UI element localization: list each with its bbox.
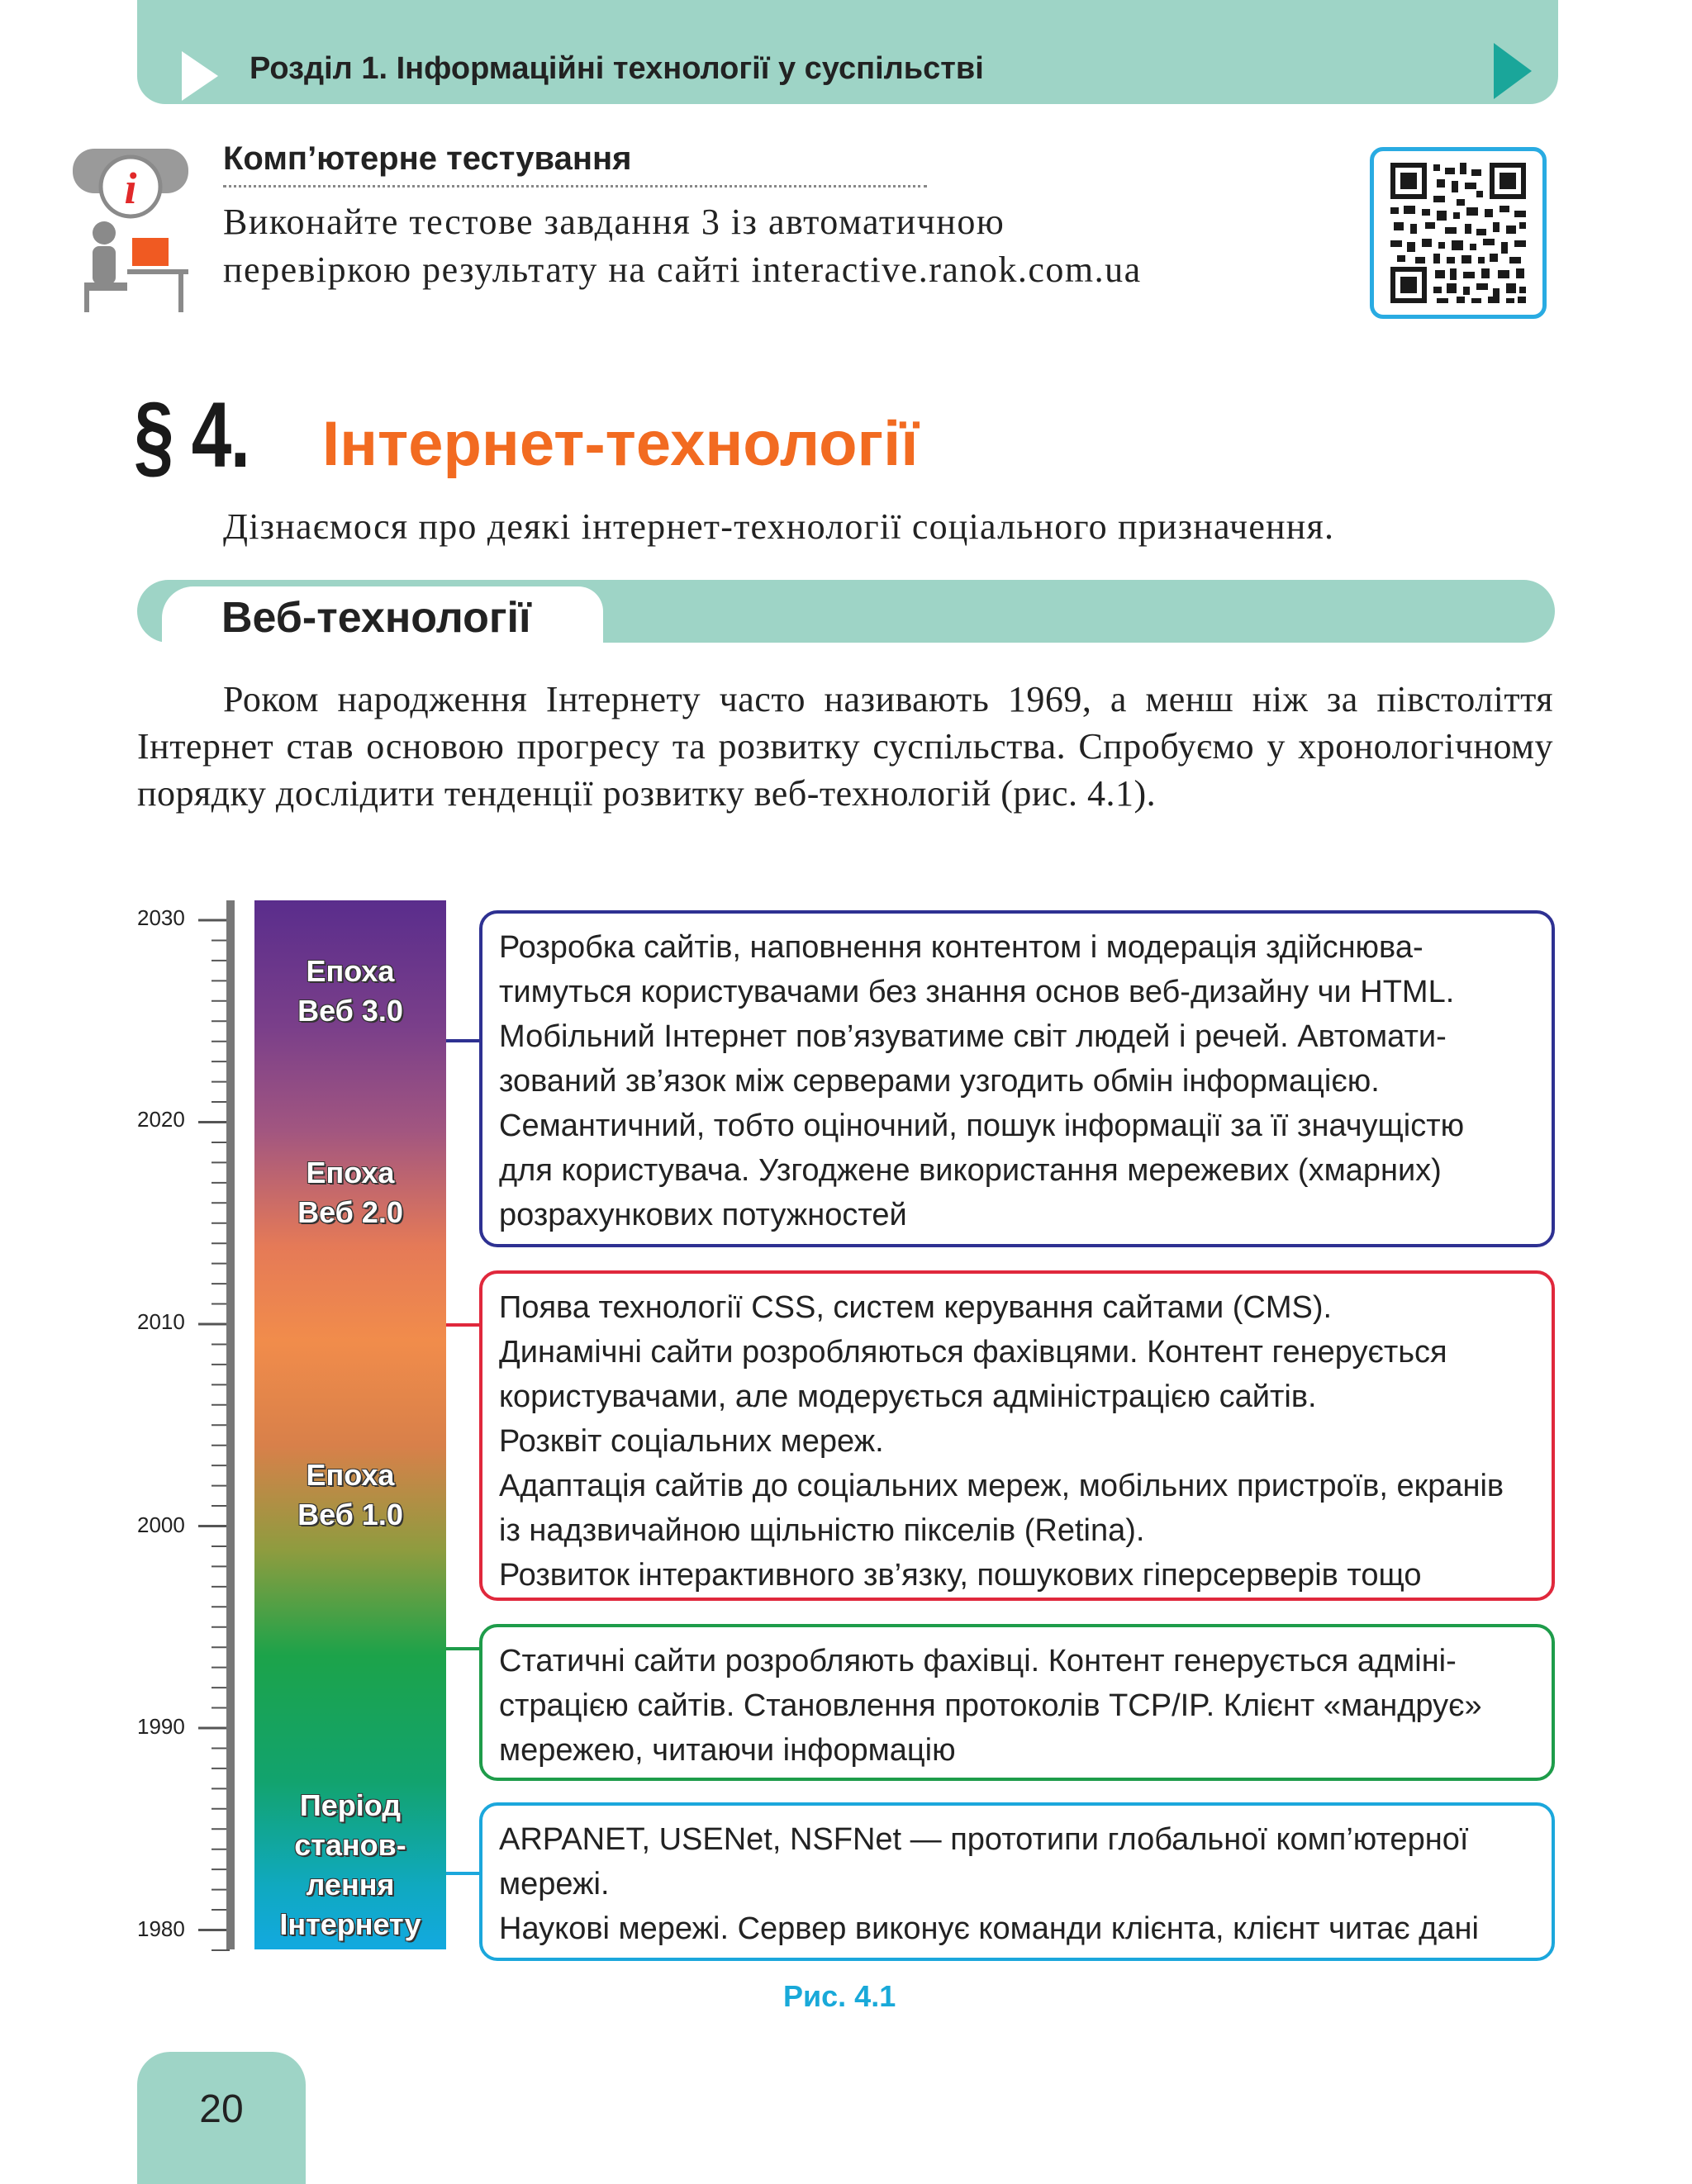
axis-spine — [226, 900, 235, 1949]
card-web1: Статичні сайти розробляють фахівці. Контент генерується адміні- страцією сайтів. Становлення протоколів TCP/IP. Клієнт «мандрує» мережею, читаючи інформацію — [479, 1624, 1555, 1781]
body-paragraph: Роком народження Інтернету часто називають 1969, а менш ніж за півстоліття Інтернет став основою прогресу та розвитку суспільства. Спробуємо у хронологічному порядку дослідити тенденції розвитку веб-технологій (рис. 4.1). — [137, 679, 1553, 814]
era-label-web2: Епоха Веб 2.0 — [297, 1156, 403, 1229]
info-text — [223, 198, 1330, 294]
section-number: § 4. — [134, 383, 250, 487]
info-text-line: Виконайте тестове завдання 3 із автоматичною — [223, 202, 1005, 242]
card-web3: Розробка сайтів, наповнення контентом і модерація здійснюва- тимуться користувачами без знання основ веб-дизайну чи HTML. Мобільний Інтернет пов’язуватиме світ людей і речей. Автомати- зований зв’язок між серверами узгодить обмін інформацією. Семантичний, тобто оціночний, пошук інформації за її значущістю для користувача. Узгоджене використання мережевих (хмарних) розрахункових потужностей — [479, 910, 1555, 1247]
svg-text:i: i — [124, 164, 137, 213]
chapter-header-bar — [137, 0, 1558, 104]
card-internet-formation: ARPANET, USENet, NSFNet — прототипи глобальної комп’ютерної мережі. Наукові мережі. Сервер виконує команди клієнта, клієнт читає дані — [479, 1802, 1555, 1961]
info-person-at-computer-icon — [73, 140, 197, 314]
chapter-title: Розділ 1. Інформаційні технології у суспільстві — [250, 51, 984, 86]
section-subtitle: Дізнаємося про деякі інтернет-технології соціального призначення. — [223, 506, 1335, 547]
dotted-divider — [223, 185, 927, 188]
timeline-axis — [124, 900, 248, 1958]
triangle-left-icon — [182, 51, 218, 101]
card-web2: Поява технології CSS, систем керування сайтами (CMS). Динамічні сайти розробляються фахівцями. Контент генерується користувачами, але модерується адміністрацією сайтів. Розквіт соціальних мереж. Адаптація сайтів до соціальних мереж, мобільних пристроїв, екранів із надзвичайною щільністю пікселів (Retina). Розвиток інтерактивного зв’язку, пошукових гіперсерверів тощо — [479, 1270, 1555, 1601]
era-label-internet-formation: Період станов- лення Інтернету — [279, 1788, 421, 1941]
year-label: 1990 — [137, 1714, 185, 1739]
year-label: 2030 — [137, 905, 185, 930]
era-label-web1: Епоха Веб 1.0 — [297, 1458, 403, 1531]
year-label: 2000 — [137, 1512, 185, 1537]
year-label: 2020 — [137, 1107, 185, 1132]
figure-caption: Рис. 4.1 — [783, 1979, 896, 2013]
subsection-title: Веб-технології — [221, 594, 531, 642]
triangle-right-icon — [1494, 43, 1532, 99]
page-number: 20 — [199, 2087, 244, 2131]
era-gradient-bar — [254, 900, 446, 1949]
era-label-web3: Епоха Веб 3.0 — [297, 954, 403, 1028]
connector-web1 — [446, 1647, 479, 1650]
year-label: 1980 — [137, 1916, 185, 1941]
section-title: Інтернет-технології — [322, 409, 919, 479]
info-heading: Комп’ютерне тестування — [223, 140, 632, 177]
connector-web2 — [446, 1323, 479, 1327]
info-text-line: перевіркою результату на сайті interactive.ranok.com.ua — [223, 249, 1142, 290]
year-label: 2010 — [137, 1309, 185, 1334]
connector-web3 — [446, 1039, 479, 1042]
connector-internet — [446, 1872, 479, 1875]
qr-code-icon[interactable] — [1370, 147, 1547, 319]
